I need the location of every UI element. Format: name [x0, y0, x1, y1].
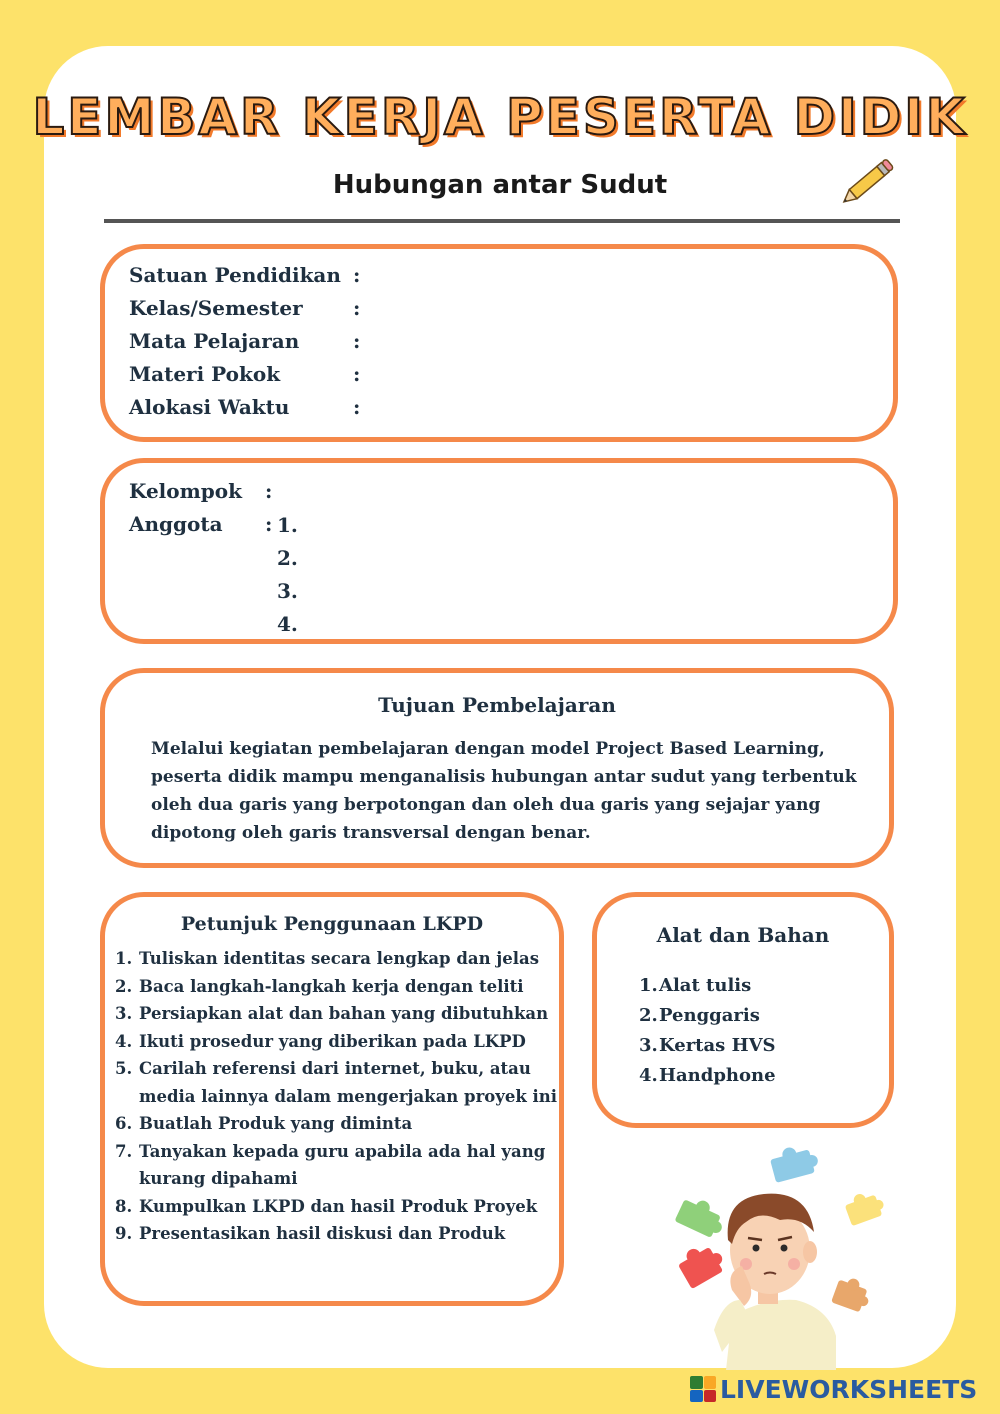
field-colon: :: [353, 395, 361, 419]
identity-field: [129, 362, 361, 386]
item-number: 5.: [115, 1059, 133, 1078]
item-text: Alat tulis: [659, 975, 752, 996]
item-text: Baca langkah-langkah kerja dengan teliti: [139, 976, 524, 996]
pencil-icon: [840, 150, 900, 210]
item-text: Presentasikan hasil diskusi dan Produk: [139, 1224, 506, 1243]
item-text: Persiapkan alat dan bahan yang dibutuhkan: [139, 1004, 549, 1023]
kelompok-label: Kelompok: [129, 479, 242, 503]
puzzle-piece-icon: [768, 1141, 820, 1183]
page-title: LEMBAR KERJA PESERTA DIDIK: [32, 88, 968, 146]
list-item: [115, 1000, 565, 1028]
anggota-colon: :: [265, 512, 273, 536]
group-box: [100, 458, 898, 644]
liveworksheets-brand: [690, 1372, 977, 1406]
alat-title: Alat dan Bahan: [656, 923, 830, 947]
list-item: [639, 1031, 776, 1061]
petunjuk-box: [100, 892, 564, 1306]
list-item: [115, 1220, 565, 1248]
list-item: [115, 1138, 565, 1193]
puzzle-piece-icon: [674, 1193, 729, 1241]
item-number: 8.: [115, 1196, 133, 1216]
field-colon: :: [353, 329, 361, 353]
petunjuk-title: Petunjuk Penggunaan LKPD: [180, 913, 484, 935]
field-colon: :: [353, 296, 361, 320]
item-number: 1.: [639, 975, 658, 996]
brand-text: LIVEWORKSHEETS: [720, 1374, 978, 1404]
item-text: Carilah referensi dari internet, buku, atau media lainnya dalam mengerjakan proyek ini: [139, 1059, 558, 1106]
item-text: Kertas HVS: [659, 1035, 776, 1056]
identity-field: [129, 296, 361, 320]
item-text: Ikuti prosedur yang diberikan pada LKPD: [139, 1031, 526, 1051]
member-number: 3.: [277, 579, 298, 603]
identity-box: [100, 244, 898, 442]
member-number: 2.: [277, 546, 298, 570]
item-text: Penggaris: [659, 1005, 760, 1026]
item-number: 4.: [115, 1031, 133, 1051]
item-number: 1.: [115, 949, 133, 968]
item-number: 9.: [115, 1224, 133, 1243]
puzzle-piece-icon: [843, 1187, 887, 1226]
field-label: Alokasi Waktu: [129, 395, 290, 419]
title-divider: [104, 219, 900, 223]
field-label: Mata Pelajaran: [129, 329, 300, 353]
member-number: 4.: [277, 612, 298, 636]
kelompok-colon: :: [265, 479, 273, 503]
item-number: 3.: [639, 1035, 658, 1056]
thinking-student-illustration: [660, 1140, 900, 1370]
field-colon: :: [353, 362, 361, 386]
identity-field: [129, 263, 361, 287]
tujuan-title: Tujuan Pembelajaran: [378, 693, 616, 717]
list-item: [115, 945, 565, 973]
item-number: 2.: [639, 1005, 658, 1026]
puzzle-piece-icon: [675, 1238, 729, 1289]
field-label: Kelas/Semester: [129, 296, 303, 320]
list-item: [115, 1110, 565, 1138]
item-text: Handphone: [659, 1065, 776, 1086]
list-item: [115, 1055, 565, 1110]
item-text: Tanyakan kepada guru apabila ada hal yang kurang dipahami: [139, 1141, 546, 1188]
item-number: 4.: [639, 1065, 658, 1086]
identity-field: [129, 329, 361, 353]
tujuan-text: Melalui kegiatan pembelajaran dengan model Project Based Learning, peserta didik mampu menganalisis hubungan antar sudut yang terbentuk oleh dua garis yang berpotongan dan oleh dua garis yang sejajar yang dipotong oleh garis transversal dengan benar.: [151, 739, 857, 843]
list-item: [115, 1193, 565, 1221]
brand-logo-icon: [690, 1376, 716, 1402]
item-text: Buatlah Produk yang diminta: [139, 1114, 413, 1133]
item-number: 6.: [115, 1114, 133, 1133]
field-label: Materi Pokok: [129, 362, 281, 386]
page-subtitle: Hubungan antar Sudut: [332, 170, 668, 200]
identity-field: [129, 395, 361, 419]
alat-list: [639, 971, 776, 1091]
item-text: Tuliskan identitas secara lengkap dan jelas: [139, 949, 540, 968]
puzzle-piece-icon: [831, 1274, 874, 1314]
list-item: [115, 973, 565, 1001]
item-number: 2.: [115, 976, 133, 996]
list-item: [639, 971, 776, 1001]
list-item: [639, 1001, 776, 1031]
field-colon: :: [353, 263, 361, 287]
list-item: [115, 1028, 565, 1056]
item-number: 3.: [115, 1004, 133, 1023]
alat-box: [592, 892, 894, 1128]
tujuan-box: [100, 668, 894, 868]
member-number: 1.: [277, 513, 298, 537]
item-number: 7.: [115, 1141, 133, 1161]
petunjuk-list: [115, 945, 565, 1248]
list-item: [639, 1061, 776, 1091]
field-label: Satuan Pendidikan: [129, 263, 341, 287]
item-text: Kumpulkan LKPD dan hasil Produk Proyek: [139, 1196, 538, 1216]
anggota-label: Anggota: [129, 512, 223, 536]
